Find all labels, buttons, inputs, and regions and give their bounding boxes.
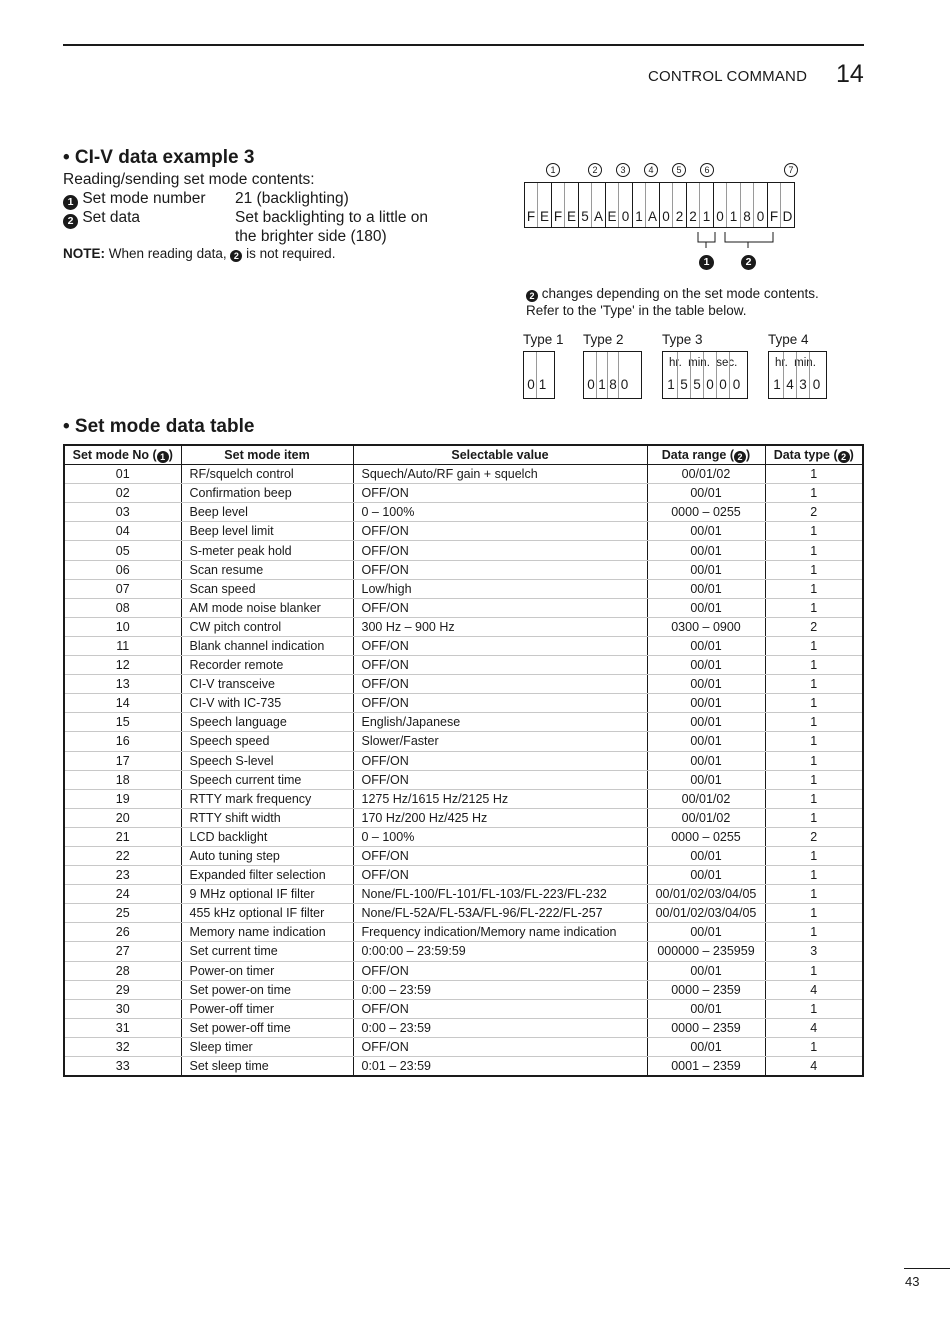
bullet-1-icon: 1 [157, 451, 169, 463]
col-header: Data range ( 2 ) [647, 445, 765, 465]
table-cell: Set sleep time [181, 1057, 353, 1077]
table-cell: 00/01 [647, 484, 765, 503]
command-cells [524, 182, 795, 228]
table-row [64, 1057, 863, 1077]
table-cell: 0300 – 0900 [647, 617, 765, 636]
table-cell: OFF/ON [353, 636, 647, 655]
byte-marker-3: 3 [616, 163, 630, 177]
type-digit: 1 [597, 352, 608, 398]
table-cell: 000000 – 235959 [647, 942, 765, 961]
table-cell: 07 [64, 579, 181, 598]
table-cell: 29 [64, 980, 181, 999]
col-header: Selectable value [353, 445, 647, 465]
type-digit: 0 [526, 352, 537, 398]
table-cell: OFF/ON [353, 598, 647, 617]
table-cell: 00/01 [647, 541, 765, 560]
table-cell: RF/squelch control [181, 465, 353, 484]
cell: E [606, 183, 619, 227]
table-cell: 0000 – 2359 [647, 1018, 765, 1037]
table-cell: English/Japanese [353, 713, 647, 732]
table-cell: Slower/Faster [353, 732, 647, 751]
type-2-label: Type 2 [583, 332, 624, 347]
cell: 0 [714, 183, 727, 227]
table-cell: 16 [64, 732, 181, 751]
table-cell: Expanded filter selection [181, 866, 353, 885]
table-cell: CW pitch control [181, 617, 353, 636]
table-cell: 10 [64, 617, 181, 636]
table-cell: 15 [64, 713, 181, 732]
table-cell: 0:00:00 – 23:59:59 [353, 942, 647, 961]
table-cell: 1 [765, 541, 863, 560]
table-cell: 00/01 [647, 770, 765, 789]
cell: 2 [673, 183, 687, 227]
type-digit: 1 [771, 352, 784, 398]
cell: A [592, 183, 606, 227]
data-brackets [690, 228, 790, 248]
example-intro: Reading/sending set mode contents: [63, 171, 315, 188]
table-cell: RTTY mark frequency [181, 789, 353, 808]
table-cell: 300 Hz – 900 Hz [353, 617, 647, 636]
table-cell: OFF/ON [353, 999, 647, 1018]
table-cell: 20 [64, 808, 181, 827]
type-digit: 5 [678, 352, 691, 398]
bullet-2-icon: 2 [526, 290, 538, 302]
type-4-box [768, 351, 827, 399]
table-cell: 1 [765, 904, 863, 923]
cell: D [781, 183, 795, 227]
type-1-label: Type 1 [523, 332, 564, 347]
table-cell: 1 [765, 484, 863, 503]
row2-value-line2: the brighter side (180) [235, 228, 387, 245]
row1-value: 21 (backlighting) [235, 190, 349, 207]
table-cell: 21 [64, 827, 181, 846]
table-cell: CI-V with IC-735 [181, 694, 353, 713]
table-cell: 00/01 [647, 923, 765, 942]
table-cell: Set current time [181, 942, 353, 961]
table-cell: OFF/ON [353, 522, 647, 541]
type-digit: 0 [732, 377, 741, 392]
table-cell: 02 [64, 484, 181, 503]
table-cell: 31 [64, 1018, 181, 1037]
table-cell: 2 [765, 827, 863, 846]
cell: A [646, 183, 660, 227]
table-cell: 1 [765, 885, 863, 904]
table-cell: 19 [64, 789, 181, 808]
explain-line-1 [526, 286, 819, 302]
table-cell: 1 [765, 560, 863, 579]
page-number: 43 [905, 1274, 920, 1289]
table-cell: 1 [765, 694, 863, 713]
table-cell: Set power-off time [181, 1018, 353, 1037]
cell: 5 [579, 183, 592, 227]
table-cell: 0000 – 0255 [647, 827, 765, 846]
table-row [64, 465, 863, 484]
row1-label: Set mode number [82, 190, 206, 207]
table-cell: Confirmation beep [181, 484, 353, 503]
col-header: Set mode item [181, 445, 353, 465]
type-digit: 1 [665, 352, 678, 398]
table-cell: 17 [64, 751, 181, 770]
bullet-2-icon: 2 [734, 451, 746, 463]
table-row [64, 923, 863, 942]
table-cell: 3 [765, 942, 863, 961]
cell: 0 [754, 183, 768, 227]
table-cell: Power-off timer [181, 999, 353, 1018]
note-label: NOTE: [63, 246, 105, 261]
table-cell: 1 [765, 713, 863, 732]
table-cell: 1 [765, 579, 863, 598]
table-cell: 00/01 [647, 675, 765, 694]
table-cell: 11 [64, 636, 181, 655]
table-cell: Beep level limit [181, 522, 353, 541]
bullet-1-icon: 1 [63, 195, 78, 210]
table-row [64, 541, 863, 560]
table-cell: 00/01/02 [647, 465, 765, 484]
cell: 1 [700, 183, 714, 227]
table-cell: 04 [64, 522, 181, 541]
table-cell: 26 [64, 923, 181, 942]
table-cell: 4 [765, 1018, 863, 1037]
bracket-marker-2: 2 [741, 255, 756, 270]
table-cell: Beep level [181, 503, 353, 522]
bullet-2-icon: 2 [230, 250, 242, 262]
chapter-number: 14 [836, 60, 864, 88]
table-cell: 0:00 – 23:59 [353, 1018, 647, 1037]
table-row [64, 789, 863, 808]
table-cell: 00/01 [647, 560, 765, 579]
type-digit: 0 [812, 377, 821, 392]
table-cell: Squech/Auto/RF gain + squelch [353, 465, 647, 484]
table-cell: 4 [765, 1057, 863, 1077]
type-digit: 5 [691, 352, 704, 398]
table-cell: 4 [765, 980, 863, 999]
table-cell: 00/01 [647, 866, 765, 885]
row2-value-line1: Set backlighting to a little on [235, 209, 429, 226]
type-1-box [523, 351, 555, 399]
table-row [64, 980, 863, 999]
table-cell: Recorder remote [181, 656, 353, 675]
table-cell: 23 [64, 866, 181, 885]
table-cell: 00/01 [647, 694, 765, 713]
table-row [64, 999, 863, 1018]
section-label: CONTROL COMMAND [648, 68, 808, 85]
table-cell: None/FL-52A/FL-53A/FL-96/FL-222/FL-257 [353, 904, 647, 923]
type-digit: 0 [717, 352, 730, 398]
table-cell: Speech speed [181, 732, 353, 751]
cell: 1 [633, 183, 646, 227]
type-digit: 0 [704, 352, 717, 398]
table-cell: 13 [64, 675, 181, 694]
table-cell: 00/01 [647, 713, 765, 732]
table-cell: 0000 – 0255 [647, 503, 765, 522]
cell: 1 [727, 183, 741, 227]
table-row [64, 961, 863, 980]
table-cell: 1 [765, 1037, 863, 1056]
table-cell: 00/01/02/03/04/05 [647, 885, 765, 904]
type-3-box [662, 351, 748, 399]
example-row-1 [63, 189, 206, 210]
table-row [64, 503, 863, 522]
table-row [64, 904, 863, 923]
table-cell: 05 [64, 541, 181, 560]
table-cell: 14 [64, 694, 181, 713]
table-cell: 1 [765, 999, 863, 1018]
table-cell: OFF/ON [353, 656, 647, 675]
example-title: • CI-V data example 3 [63, 147, 255, 168]
table-row [64, 751, 863, 770]
table-row [64, 942, 863, 961]
table-cell: S-meter peak hold [181, 541, 353, 560]
table-cell: Low/high [353, 579, 647, 598]
table-row [64, 827, 863, 846]
footer-rule [904, 1268, 950, 1269]
table-cell: 08 [64, 598, 181, 617]
table-cell: 170 Hz/200 Hz/425 Hz [353, 808, 647, 827]
type-3-label: Type 3 [662, 332, 703, 347]
table-cell: 00/01 [647, 751, 765, 770]
table-cell: RTTY shift width [181, 808, 353, 827]
table-row [64, 713, 863, 732]
note-text-1: When reading data, [108, 246, 227, 261]
table-cell: 2 [765, 617, 863, 636]
set-mode-table [63, 444, 864, 1077]
cell: 2 [687, 183, 700, 227]
table-cell: 32 [64, 1037, 181, 1056]
type-digit: 0 [586, 352, 597, 398]
type-3-units: hr. min. sec. [669, 357, 738, 369]
table-cell: 1 [765, 732, 863, 751]
table-cell: OFF/ON [353, 770, 647, 789]
type-2-box [583, 351, 642, 399]
explain-text-1: changes depending on the set mode contents. [541, 286, 819, 301]
type-digit: 8 [608, 352, 619, 398]
table-cell: 1 [765, 751, 863, 770]
type-4-units: hr. min. [775, 357, 816, 369]
table-cell: 1 [765, 866, 863, 885]
table-row [64, 866, 863, 885]
cell: F [525, 183, 538, 227]
table-row [64, 560, 863, 579]
table-cell: OFF/ON [353, 751, 647, 770]
table-cell: 0000 – 2359 [647, 980, 765, 999]
table-cell: 00/01 [647, 656, 765, 675]
cell: F [768, 183, 781, 227]
table-row [64, 694, 863, 713]
table-header-row [64, 445, 863, 465]
table-cell: OFF/ON [353, 675, 647, 694]
table-cell: 00/01 [647, 579, 765, 598]
table-cell: None/FL-100/FL-101/FL-103/FL-223/FL-232 [353, 885, 647, 904]
table-cell: OFF/ON [353, 484, 647, 503]
table-cell: 1 [765, 808, 863, 827]
table-cell: 1 [765, 789, 863, 808]
table-cell: 00/01 [647, 961, 765, 980]
table-row [64, 808, 863, 827]
table-cell: Frequency indication/Memory name indication [353, 923, 647, 942]
table-cell: 1 [765, 636, 863, 655]
cell: E [565, 183, 579, 227]
table-cell: Sleep timer [181, 1037, 353, 1056]
explain-line-2: Refer to the 'Type' in the table below. [526, 303, 747, 318]
byte-marker-6: 6 [700, 163, 714, 177]
table-cell: 1 [765, 656, 863, 675]
table-cell: 25 [64, 904, 181, 923]
table-title: • Set mode data table [63, 416, 255, 437]
table-cell: 455 kHz optional IF filter [181, 904, 353, 923]
table-cell: 01 [64, 465, 181, 484]
table-cell: 1 [765, 675, 863, 694]
table-cell: 00/01 [647, 999, 765, 1018]
table-cell: 0001 – 2359 [647, 1057, 765, 1077]
table-cell: 33 [64, 1057, 181, 1077]
table-cell: 00/01 [647, 846, 765, 865]
table-cell: 12 [64, 656, 181, 675]
byte-marker-5: 5 [672, 163, 686, 177]
table-cell: OFF/ON [353, 846, 647, 865]
table-cell: 03 [64, 503, 181, 522]
table-cell: 1 [765, 598, 863, 617]
table-row [64, 636, 863, 655]
table-cell: Memory name indication [181, 923, 353, 942]
table-cell: 22 [64, 846, 181, 865]
table-cell: 00/01/02 [647, 808, 765, 827]
table-cell: 18 [64, 770, 181, 789]
table-cell: AM mode noise blanker [181, 598, 353, 617]
example-row-2 [63, 208, 140, 229]
table-cell: 1 [765, 770, 863, 789]
table-cell: 00/01/02 [647, 789, 765, 808]
col-header: Set mode No ( 1 ) [64, 445, 181, 465]
type-digit: 4 [784, 352, 797, 398]
table-row [64, 770, 863, 789]
table-cell: 2 [765, 503, 863, 522]
table-row [64, 846, 863, 865]
row2-label: Set data [82, 209, 141, 226]
table-row [64, 522, 863, 541]
table-cell: 1 [765, 522, 863, 541]
bullet-2-icon: 2 [838, 451, 850, 463]
byte-marker-4: 4 [644, 163, 658, 177]
table-cell: 0 – 100% [353, 827, 647, 846]
table-cell: 9 MHz optional IF filter [181, 885, 353, 904]
table-cell: 27 [64, 942, 181, 961]
table-row [64, 732, 863, 751]
table-cell: 00/01 [647, 636, 765, 655]
table-cell: 1 [765, 846, 863, 865]
table-cell: 00/01 [647, 522, 765, 541]
table-cell: Speech language [181, 713, 353, 732]
table-cell: OFF/ON [353, 560, 647, 579]
table-cell: 0:01 – 23:59 [353, 1057, 647, 1077]
bullet-2-icon: 2 [63, 214, 78, 229]
table-cell: Scan speed [181, 579, 353, 598]
table-cell: Scan resume [181, 560, 353, 579]
type-digit: 1 [538, 377, 547, 392]
cell: 0 [619, 183, 633, 227]
table-row [64, 579, 863, 598]
col-header: Data type ( 2 ) [765, 445, 863, 465]
table-cell: 06 [64, 560, 181, 579]
table-row [64, 656, 863, 675]
header-rule [63, 44, 864, 46]
table-cell: 00/01 [647, 598, 765, 617]
table-cell: 00/01 [647, 732, 765, 751]
cell: E [538, 183, 552, 227]
cell: F [552, 183, 565, 227]
byte-marker-2: 2 [588, 163, 602, 177]
note-text-2: is not required. [246, 246, 336, 261]
note [63, 246, 335, 262]
table-cell: Blank channel indication [181, 636, 353, 655]
table-cell: OFF/ON [353, 866, 647, 885]
table-cell: 1275 Hz/1615 Hz/2125 Hz [353, 789, 647, 808]
table-cell: 30 [64, 999, 181, 1018]
table-cell: Speech S-level [181, 751, 353, 770]
table-cell: OFF/ON [353, 1037, 647, 1056]
table-row [64, 598, 863, 617]
table-cell: 00/01 [647, 1037, 765, 1056]
table-cell: 0:00 – 23:59 [353, 980, 647, 999]
table-row [64, 885, 863, 904]
cell: 8 [741, 183, 754, 227]
table-cell: Speech current time [181, 770, 353, 789]
table-cell: 0 – 100% [353, 503, 647, 522]
table-row [64, 675, 863, 694]
table-cell: Power-on timer [181, 961, 353, 980]
byte-marker-7: 7 [784, 163, 798, 177]
type-digit: 0 [620, 377, 629, 392]
table-cell: 00/01/02/03/04/05 [647, 904, 765, 923]
table-row [64, 1018, 863, 1037]
table-cell: OFF/ON [353, 961, 647, 980]
table-row [64, 617, 863, 636]
byte-marker-1: 1 [546, 163, 560, 177]
table-cell: Set power-on time [181, 980, 353, 999]
table-cell: CI-V transceive [181, 675, 353, 694]
table-cell: 1 [765, 923, 863, 942]
table-cell: 1 [765, 961, 863, 980]
table-cell: LCD backlight [181, 827, 353, 846]
table-cell: 1 [765, 465, 863, 484]
type-4-label: Type 4 [768, 332, 809, 347]
table-cell: Auto tuning step [181, 846, 353, 865]
table-row [64, 484, 863, 503]
table-cell: OFF/ON [353, 541, 647, 560]
table-row [64, 1037, 863, 1056]
cell: 0 [660, 183, 673, 227]
table-cell: 28 [64, 961, 181, 980]
table-cell: OFF/ON [353, 694, 647, 713]
table-cell: 24 [64, 885, 181, 904]
type-digit: 3 [797, 352, 810, 398]
bracket-marker-1: 1 [699, 255, 714, 270]
